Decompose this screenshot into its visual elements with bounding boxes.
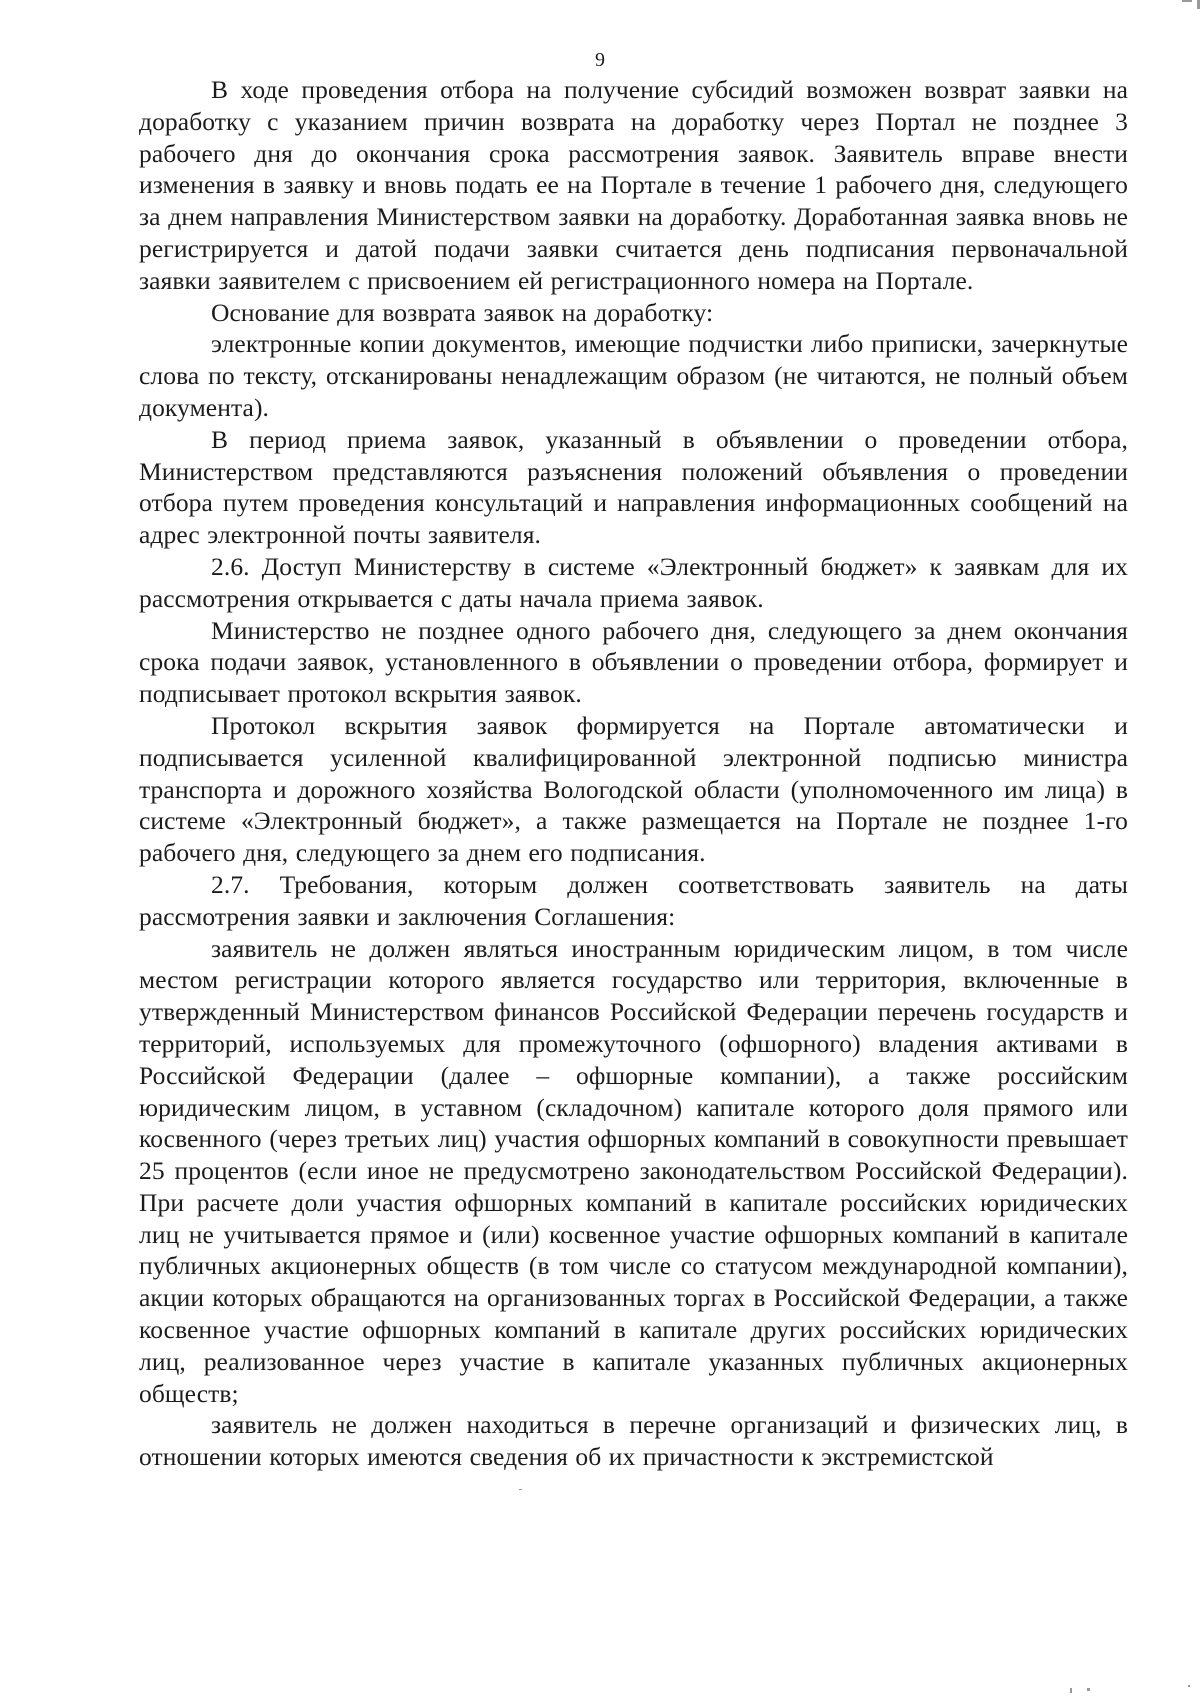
scan-artifact [1188, 1685, 1190, 1687]
scan-artifact [1182, 0, 1192, 2]
paragraph-section-2-6: 2.6. Доступ Министерству в системе «Электронный бюджет» к заявкам для их рассмотрения открывается с даты начала приема заявок. [139, 551, 1128, 613]
paragraph-extremism-list-requirement: заявитель не должен находиться в перечне организаций и физических лиц, в отношении которых имеются сведения об их причастности к экстремистской [139, 1410, 1128, 1472]
page-number: 9 [595, 49, 605, 71]
scan-artifact [1070, 1688, 1072, 1693]
paragraph-offshore-requirement: заявитель не должен являться иностранным юридическим лицом, в том числе местом регистрации которого является государство или территория, включенные в утвержденный Министерством финансов Российской Федерации перечень государств и территорий, используемых для промежуточного (офшорного) владения активами в Российской Федерации (далее – офшорные компании), а также российским юридическим лицом, в уставном (складочном) капитале которого доля прямого или косвенного (через третьих лиц) участия офшорных компаний в совокупности превышает 25 процентов (если иное не предусмотрено законодательством Российской Федерации). При расчете доли участия офшорных компаний в капитале российских юридических лиц не учитывается прямое и (или) косвенное участие офшорных компаний в капитале публичных акционерных обществ (в том числе со статусом международной компании), акции которых обращаются на организованных торгах в Российской Федерации, а также косвенное участие офшорных компаний в капитале других российских юридических лиц, реализованное через участие в капитале указанных публичных акционерных обществ; [139, 933, 1128, 1408]
body-text [139, 74, 1128, 1473]
paragraph-section-2-7: 2.7. Требования, которым должен соответствовать заявитель на даты рассмотрения заявки и заключения Соглашения: [139, 869, 1128, 931]
paragraph-application-return: В ходе проведения отбора на получение субсидий возможен возврат заявки на доработку с указанием причин возврата на доработку через Портал не позднее 3 рабочего дня до окончания срока рассмотрения заявок. Заявитель вправе внести изменения в заявку и вновь подать ее на Портале в течение 1 рабочего дня, следующего за днем направления Министерством заявки на доработку. Доработанная заявка вновь не регистрируется и датой подачи заявки считается день подписания первоначальной заявки заявителем с присвоением ей регистрационного номера на Портале. [139, 75, 1128, 295]
scan-artifact [519, 1489, 522, 1490]
scan-artifact [1087, 1688, 1090, 1691]
paragraph-consultations: В период приема заявок, указанный в объявлении о проведении отбора, Министерством представляются разъяснения положений объявления о проведении отбора путем проведения консультаций и направления информационных сообщений на адрес электронной почты заявителя. [139, 424, 1128, 550]
paragraph-opening-protocol-portal: Протокол вскрытия заявок формируется на Портале автоматически и подписывается усиленной квалифицированной электронной подписью министра транспорта и дорожного хозяйства Вологодской области (уполномоченного им лица) в системе «Электронный бюджет», а также размещается на Портале не позднее 1-го рабочего дня, следующего за днем его подписания. [139, 710, 1128, 868]
paragraph-return-grounds-heading: Основание для возврата заявок на доработку: [211, 297, 714, 327]
paragraph-opening-protocol-signing: Министерство не позднее одного рабочего дня, следующего за днем окончания срока подачи заявок, установленного в объявлении о проведении отбора, формирует и подписывает протокол вскрытия заявок. [139, 615, 1128, 709]
paragraph-return-grounds-item: электронные копии документов, имеющие подчистки либо приписки, зачеркнутые слова по тексту, отсканированы ненадлежащим образом (не читаются, не полный объем документа). [139, 329, 1128, 422]
